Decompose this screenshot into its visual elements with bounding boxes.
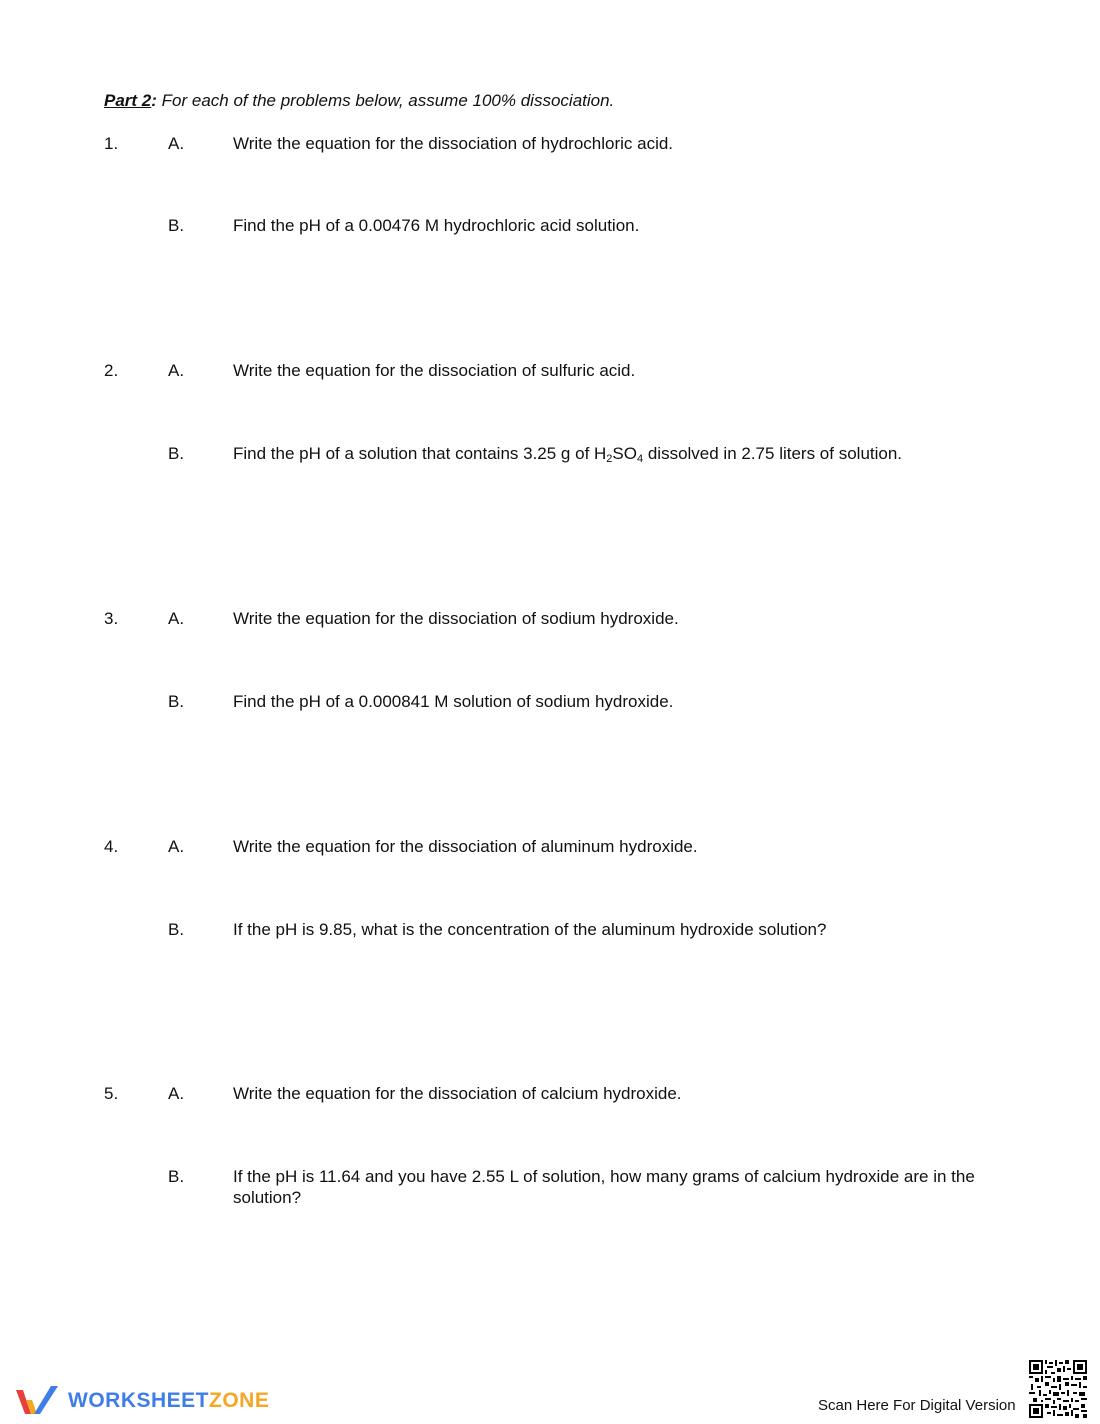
question-text: If the pH is 11.64 and you have 2.55 L of solution, how many grams of calcium hydroxide are in the solution? <box>233 1167 975 1207</box>
part-colon: : <box>151 91 157 110</box>
subscript: 4 <box>636 453 644 465</box>
part-heading <box>104 91 614 111</box>
brand-name-part2: ZONE <box>209 1389 270 1412</box>
part-letter: B. <box>168 444 185 463</box>
part-letter: A. <box>168 361 185 380</box>
question-text <box>233 443 1003 464</box>
worksheetzone-w-logo-icon <box>14 1384 60 1418</box>
question-text-end: dissolved in 2.75 liters of solution. <box>643 444 903 463</box>
question-text: Write the equation for the dissociation of hydrochloric acid. <box>233 134 674 153</box>
question-text: Find the pH of a 0.000841 M solution of sodium hydroxide. <box>233 692 674 711</box>
part-letter: A. <box>168 609 185 628</box>
part-letter: A. <box>168 134 185 153</box>
problem-number: 5. <box>104 1084 119 1103</box>
part-label: Part 2 <box>104 91 152 110</box>
scan-digital-version-text: Scan Here For Digital Version <box>818 1397 1016 1414</box>
question-text: If the pH is 9.85, what is the concentration of the aluminum hydroxide solution? <box>233 920 827 939</box>
question-text: Write the equation for the dissociation of calcium hydroxide. <box>233 1084 682 1103</box>
part-letter: B. <box>168 1167 185 1186</box>
part-letter: A. <box>168 837 185 856</box>
part-letter: A. <box>168 1084 185 1103</box>
part-letter: B. <box>168 216 185 235</box>
brand-name-part1: WORKSHEET <box>68 1389 209 1412</box>
worksheetzone-logo[interactable] <box>14 1383 269 1419</box>
question-text: Find the pH of a 0.00476 M hydrochloric acid solution. <box>233 216 640 235</box>
problem-number: 2. <box>104 361 119 380</box>
problem-number: 4. <box>104 837 119 856</box>
problem-number: 3. <box>104 609 119 628</box>
brand-name <box>68 1389 269 1413</box>
question-text: Write the equation for the dissociation of sodium hydroxide. <box>233 609 679 628</box>
question-text: Write the equation for the dissociation of aluminum hydroxide. <box>233 837 698 856</box>
question-text-start: Find the pH of a solution that contains 3.25 g of H <box>233 444 607 463</box>
question-text: Write the equation for the dissociation of sulfuric acid. <box>233 361 636 380</box>
question-text-formula: SO <box>612 444 637 463</box>
part-letter: B. <box>168 692 185 711</box>
subscript: 2 <box>606 453 613 465</box>
qr-code-icon[interactable] <box>1029 1360 1087 1418</box>
part-letter: B. <box>168 920 185 939</box>
problem-number: 1. <box>104 134 119 153</box>
part-instruction: For each of the problems below, assume 100% dissociation. <box>156 91 615 110</box>
